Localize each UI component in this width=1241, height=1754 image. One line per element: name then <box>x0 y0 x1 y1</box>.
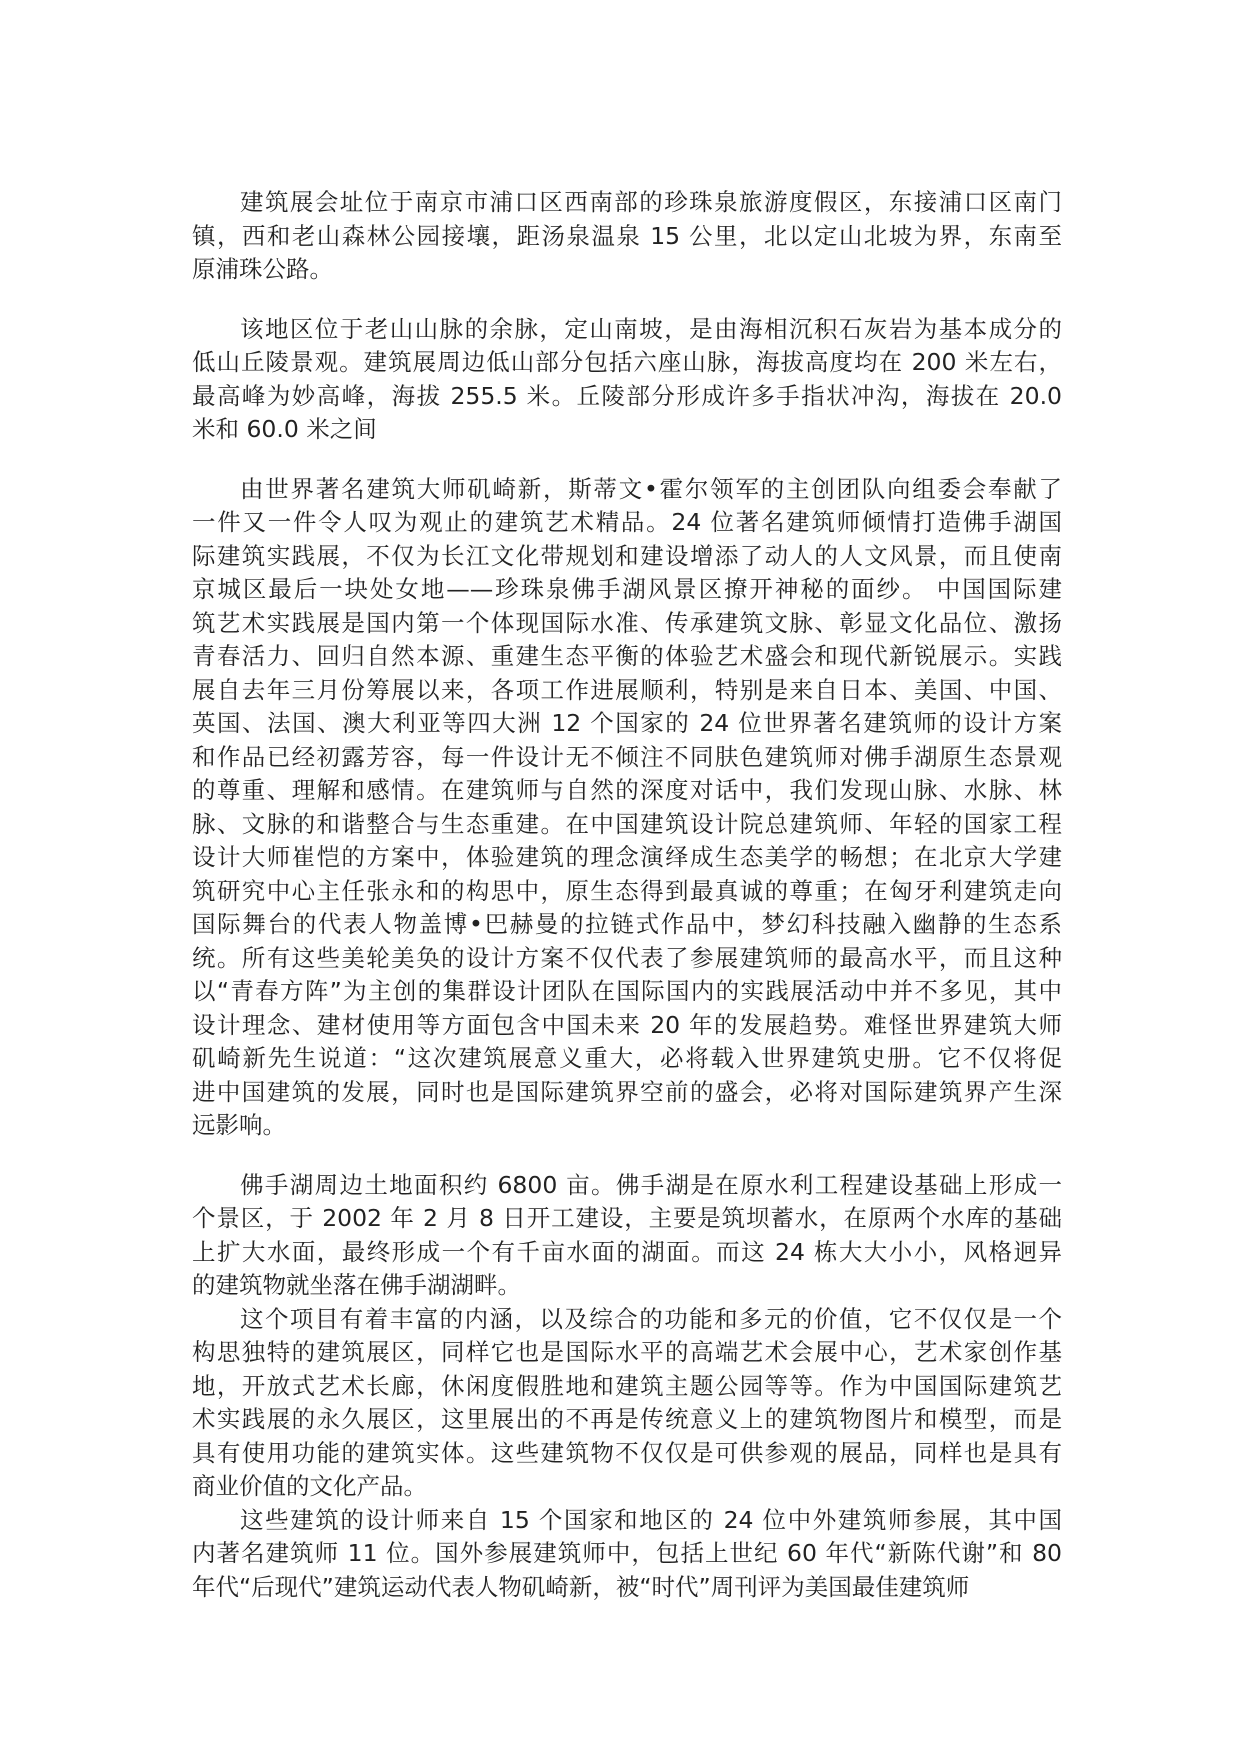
text-line: 际建筑实践展，不仅为长江文化带规划和建设增添了动人的人文风景，而且使南 <box>192 541 1062 570</box>
text-line: 建筑展会址位于南京市浦口区西南部的珍珠泉旅游度假区，东接浦口区南门 <box>240 188 1062 216</box>
text-line: 矶崎新先生说道：“这次建筑展意义重大，必将载入世界建筑史册。它不仅将促 <box>192 1044 1062 1072</box>
text-line: 最高峰为妙高峰，海拔 255.5 米。丘陵部分形成许多手指状冲沟，海拔在 20.0 <box>192 381 1062 410</box>
text-line: 具有使用功能的建筑实体。这些建筑物不仅仅是可供参观的展品，同样也是具有 <box>192 1438 1062 1467</box>
text-line: 京城区最后一块处女地——珍珠泉佛手湖风景区撩开神秘的面纱。 中国国际建 <box>192 575 1062 603</box>
text-line: 该地区位于老山山脉的余脉，定山南坡，是由海相沉积石灰岩为基本成分的 <box>240 314 1062 343</box>
document-body <box>192 186 1062 1604</box>
text-line: 术实践展的永久展区，这里展出的不再是传统意义上的建筑物图片和模型，而是 <box>192 1405 1062 1433</box>
text-line: 上扩大水面，最终形成一个有千亩水面的湖面。而这 24 栋大大小小，风格迥异 <box>192 1237 1062 1266</box>
paragraph-location <box>192 186 1062 287</box>
text-line: 米和 60.0 米之间 <box>192 415 377 443</box>
text-line: 的尊重、理解和感情。在建筑师与自然的深度对话中，我们发现山脉、水脉、林 <box>192 776 1062 804</box>
text-line: 佛手湖周边土地面积约 6800 亩。佛手湖是在原水利工程建设基础上形成一 <box>240 1170 1062 1199</box>
paragraph-project-value <box>192 1303 1062 1504</box>
paragraph-architects-team <box>192 473 1062 1143</box>
text-line: 进中国建筑的发展，同时也是国际建筑界空前的盛会，必将对国际建筑界产生深 <box>192 1077 1062 1106</box>
text-line: 由世界著名建筑大师矶崎新，斯蒂文•霍尔领军的主创团队向组委会奉献了 <box>240 474 1062 503</box>
text-line: 这些建筑的设计师来自 15 个国家和地区的 24 位中外建筑师参展，其中国 <box>240 1505 1062 1534</box>
text-line: 远影响。 <box>192 1111 286 1139</box>
text-line: 个景区，于 2002 年 2 月 8 日开工建设，主要是筑坝蓄水，在原两个水库的基础 <box>192 1204 1062 1232</box>
text-line: 青春活力、回归自然本源、重建生态平衡的体验艺术盛会和现代新锐展示。实践 <box>192 642 1062 670</box>
paragraph-terrain <box>192 313 1062 447</box>
text-line: 镇，西和老山森林公园接壤，距汤泉温泉 15 公里，北以定山北坡为界，东南至 <box>192 221 1062 250</box>
text-line: 原浦珠公路。 <box>192 255 333 283</box>
text-line: 和作品已经初露芳容，每一件设计无不倾注不同肤色建筑师对佛手湖原生态景观 <box>192 742 1062 771</box>
text-line: 国际舞台的代表人物盖博•巴赫曼的拉链式作品中，梦幻科技融入幽静的生态系 <box>192 910 1062 938</box>
text-line: 脉、文脉的和谐整合与生态重建。在中国建筑设计院总建筑师、年轻的国家工程 <box>192 809 1062 838</box>
text-line: 的建筑物就坐落在佛手湖湖畔。 <box>192 1271 521 1299</box>
paragraph-designers <box>192 1504 1062 1605</box>
text-line: 低山丘陵景观。建筑展周边低山部分包括六座山脉，海拔高度均在 200 米左右， <box>192 348 1062 376</box>
text-line: 英国、法国、澳大利亚等四大洲 12 个国家的 24 位世界著名建筑师的设计方案 <box>192 709 1062 737</box>
text-line: 展自去年三月份筹展以来，各项工作进展顺利，特别是来自日本、美国、中国、 <box>192 675 1062 704</box>
text-line: 设计理念、建材使用等方面包含中国未来 20 年的发展趋势。难怪世界建筑大师 <box>192 1010 1062 1039</box>
text-line: 设计大师崔恺的方案中，体验建筑的理念演绎成生态美学的畅想；在北京大学建 <box>192 843 1062 871</box>
text-line: 筑艺术实践展是国内第一个体现国际水准、传承建筑文脉、彰显文化品位、激扬 <box>192 608 1062 637</box>
text-line: 内著名建筑师 11 位。国外参展建筑师中，包括上世纪 60 年代“新陈代谢”和 80 <box>192 1539 1062 1567</box>
text-line: 以“青春方阵”为主创的集群设计团队在国际国内的实践展活动中并不多见，其中 <box>192 977 1062 1005</box>
paragraph-lake <box>192 1169 1062 1303</box>
text-line: 这个项目有着丰富的内涵，以及综合的功能和多元的价值，它不仅仅是一个 <box>240 1304 1062 1333</box>
text-line: 筑研究中心主任张永和的构思中，原生态得到最真诚的尊重；在匈牙利建筑走向 <box>192 876 1062 905</box>
text-line: 年代“后现代”建筑运动代表人物矶崎新，被“时代”周刊评为美国最佳建筑师 <box>192 1572 970 1601</box>
text-line: 一件又一件令人叹为观止的建筑艺术精品。24 位著名建筑师倾情打造佛手湖国 <box>192 508 1062 536</box>
text-line: 构思独特的建筑展区，同样它也是国际水平的高端艺术会展中心，艺术家创作基 <box>192 1338 1062 1366</box>
text-line: 统。所有这些美轮美奂的设计方案不仅代表了参展建筑师的最高水平，而且这种 <box>192 943 1062 972</box>
text-line: 地，开放式艺术长廊，休闲度假胜地和建筑主题公园等等。作为中国国际建筑艺 <box>192 1371 1062 1400</box>
text-line: 商业价值的文化产品。 <box>192 1472 427 1500</box>
